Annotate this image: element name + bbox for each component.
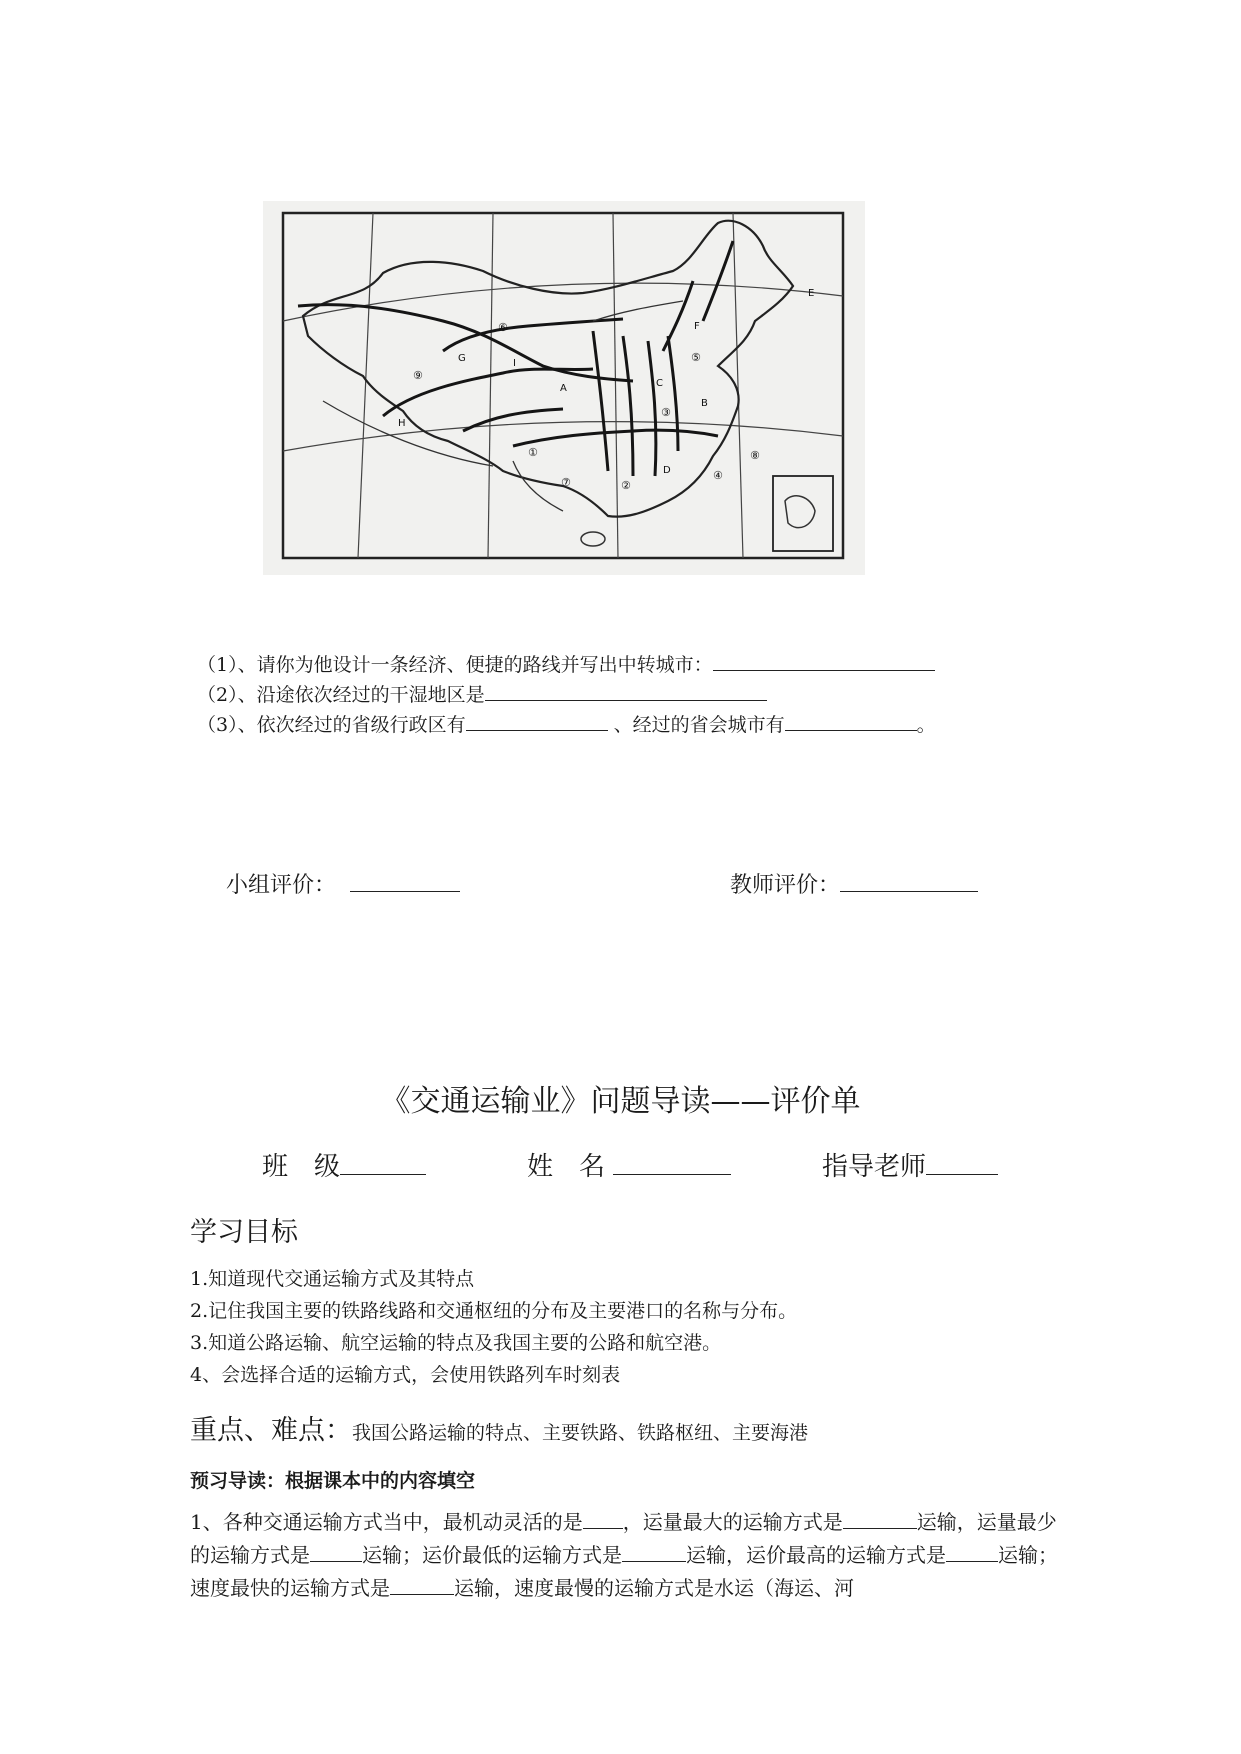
map-marker-6: ⑥ [498,321,508,334]
blank-lowest-cost[interactable] [622,1541,686,1562]
question-3-end: 。 [916,714,936,736]
question-3-text: （3）、依次经过的省级行政区有 [197,714,466,736]
question-1-text: （1）、请你为他设计一条经济、便捷的路线并写出中转城市： [197,654,713,676]
question-2-blank[interactable] [485,680,767,701]
question-1 [197,650,935,677]
teacher-blank[interactable] [926,1150,998,1175]
name-field [527,1146,731,1183]
map-label-c: C [656,378,663,389]
preview-text-3: 运输，运量最少的运输方式是 [190,1510,1057,1567]
map-marker-2: ② [621,479,631,492]
question-3-text-b: 、经过的省会城市有 [613,714,785,736]
teacher-label: 指导老师 [822,1152,927,1182]
class-label: 班 级 [262,1152,341,1182]
class-field [262,1146,426,1183]
objectives-heading: 学习目标 [190,1217,298,1248]
blank-highest-cost[interactable] [946,1541,998,1562]
teacher-evaluation-blank[interactable] [840,871,978,892]
name-blank[interactable] [613,1150,731,1175]
preview-text-4: 运输；运价最低的运输方式是 [362,1543,622,1567]
class-blank[interactable] [340,1150,426,1175]
objective-item-2: 2.记住我国主要的铁路线路和交通枢纽的分布及主要港口的名称与分布。 [190,1300,798,1322]
question-3-blank-capitals[interactable] [785,710,917,731]
map-marker-5: ⑤ [691,351,701,364]
blank-fastest[interactable] [390,1574,454,1595]
question-2 [197,680,767,707]
teacher-evaluation-label: 教师评价： [730,873,841,898]
objective-item-3: 3.知道公路运输、航空运输的特点及我国主要的公路和航空港。 [190,1332,722,1354]
map-label-e: E [808,288,815,299]
group-evaluation [226,868,460,899]
map-label-g: G [458,353,466,364]
preview-paragraph [190,1506,1058,1605]
blank-most-flexible[interactable] [583,1508,623,1529]
map-marker-7: ⑦ [561,476,571,489]
question-3-blank-provinces[interactable] [466,710,608,731]
keypoints [190,1408,808,1447]
page-title: 《交通运输业》问题导读——评价单 [380,1084,861,1119]
keypoints-label: 重点、难点： [190,1415,352,1446]
objective-item-4: 4、会选择合适的运输方式，会使用铁路列车时刻表 [190,1364,621,1386]
question-2-text: （2）、沿途依次经过的干湿地区是 [197,684,485,706]
china-railway-map [263,201,865,575]
map-marker-9: ⑨ [413,369,423,382]
map-label-i: I [513,358,516,369]
preview-text-7: 运输，速度最慢的运输方式是水运（海运、河 [454,1576,854,1600]
group-evaluation-blank[interactable] [350,871,460,892]
map-label-d: D [663,465,671,476]
map-label-f: F [694,321,700,332]
name-label: 姓 名 [527,1152,606,1182]
teacher-evaluation [730,868,978,899]
blank-smallest-volume[interactable] [310,1541,362,1562]
preview-text-1: 1、各种交通运输方式当中，最机动灵活的是 [190,1510,583,1534]
preview-text-6: 运输；速度最快的运输方式是 [190,1543,1058,1600]
objective-item-1: 1.知道现代交通运输方式及其特点 [190,1268,475,1290]
map-svg [263,201,865,575]
preview-text-5: 运输，运价最高的运输方式是 [686,1543,946,1567]
map-label-h: H [398,418,406,429]
question-3 [197,710,936,737]
question-1-blank[interactable] [713,650,935,671]
preview-heading: 预习导读：根据课本中的内容填空 [190,1470,476,1492]
map-marker-1: ① [528,446,538,459]
map-marker-3: ③ [661,406,671,419]
map-label-a: A [560,383,567,394]
map-marker-4: ④ [713,469,723,482]
map-label-b: B [701,398,708,409]
blank-largest-volume[interactable] [843,1508,917,1529]
teacher-field [822,1146,998,1183]
preview-text-2: ，运量最大的运输方式是 [622,1510,843,1534]
map-marker-8: ⑧ [750,449,760,462]
keypoints-text: 我国公路运输的特点、主要铁路、铁路枢纽、主要海港 [352,1422,809,1444]
group-evaluation-label: 小组评价： [226,873,337,898]
